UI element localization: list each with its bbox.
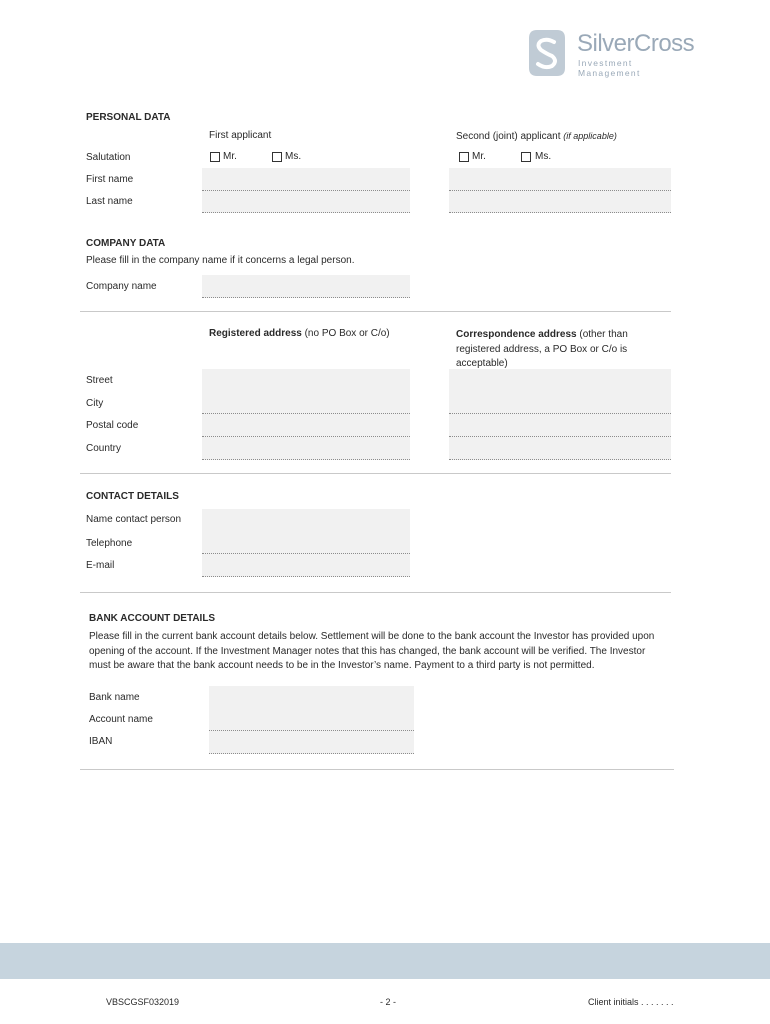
second-applicant-header (456, 130, 617, 143)
second-applicant-mr-label: Mr. (472, 151, 486, 162)
email-field[interactable] (202, 554, 410, 577)
account-name-label: Account name (89, 714, 153, 725)
email-label: E-mail (86, 560, 115, 571)
first-applicant-header: First applicant (209, 130, 272, 141)
company-name-field[interactable] (202, 275, 410, 298)
postal-code-label: Postal code (86, 420, 139, 431)
first-name-label: First name (86, 174, 134, 185)
correspondence-line-1 (456, 328, 628, 343)
contact-details-heading: CONTACT DETAILS (86, 491, 179, 502)
correspondence-postal-code-field[interactable] (449, 414, 671, 437)
second-applicant-last-name-field[interactable] (449, 191, 671, 213)
registered-address-note: (no PO Box or C/o) (301, 328, 390, 339)
bank-name-field[interactable] (209, 686, 414, 731)
second-applicant-ms-label: Ms. (535, 151, 552, 162)
second-applicant-label: Second (joint) applicant (456, 131, 561, 142)
section-divider (80, 592, 671, 593)
section-divider (80, 473, 671, 474)
second-applicant-first-name-field[interactable] (449, 168, 671, 191)
silvercross-s-logo-icon (527, 28, 567, 78)
company-name-label: Company name (86, 281, 157, 292)
registered-street-field[interactable] (202, 369, 410, 414)
personal-data-heading: PERSONAL DATA (86, 112, 171, 123)
first-applicant-mr-checkbox[interactable] (210, 152, 220, 162)
logo-tagline: Investment Management (578, 58, 641, 78)
second-applicant-mr-checkbox[interactable] (459, 152, 469, 162)
first-applicant-ms-checkbox[interactable] (272, 152, 282, 162)
first-applicant-mr-label: Mr. (223, 151, 237, 162)
registered-country-field[interactable] (202, 437, 410, 460)
registered-address-header (209, 328, 390, 340)
bank-name-label: Bank name (89, 692, 140, 703)
bank-instruction: Please fill in the current bank account details below. Settlement will be done to the bank account the Investor has provided upon opening of the account. If the Investment Manager notes that this has changed, the bank account will be verified. The Investor must be aware that the bank account needs to be in the Investor’s name. Payment to a third party is not permitted. (89, 631, 655, 671)
company-logo (527, 28, 697, 78)
salutation-label: Salutation (86, 152, 131, 163)
first-applicant-ms-label: Ms. (285, 151, 302, 162)
company-instruction: Please fill in the company name if it concerns a legal person. (86, 255, 355, 266)
section-divider (80, 311, 671, 312)
country-label: Country (86, 443, 122, 454)
street-label: Street (86, 375, 113, 386)
registered-address-title: Registered address (209, 328, 302, 339)
document-code: VBSCGSF032019 (106, 997, 180, 1007)
iban-label: IBAN (89, 736, 113, 747)
correspondence-address-header (456, 328, 628, 372)
last-name-label: Last name (86, 196, 133, 207)
correspondence-note-2: registered address, a PO Box or C/o is (456, 343, 628, 355)
iban-field[interactable] (209, 731, 414, 754)
contact-person-label: Name contact person (86, 514, 182, 525)
client-initials: Client initials . . . . . . . (588, 997, 674, 1007)
company-data-heading: COMPANY DATA (86, 238, 166, 249)
if-applicable-note: (if applicable) (563, 131, 617, 141)
second-applicant-ms-checkbox[interactable] (521, 152, 531, 162)
footer-band (0, 943, 770, 979)
correspondence-note-1: (other than (576, 329, 628, 340)
correspondence-street-field[interactable] (449, 369, 671, 414)
bank-details-heading: BANK ACCOUNT DETAILS (89, 613, 216, 624)
first-applicant-first-name-field[interactable] (202, 168, 410, 191)
logo-name: SilverCross (577, 30, 695, 57)
correspondence-country-field[interactable] (449, 437, 671, 460)
registered-postal-code-field[interactable] (202, 414, 410, 437)
contact-person-field[interactable] (202, 509, 410, 554)
section-divider (80, 769, 674, 770)
correspondence-address-title: Correspondence address (456, 329, 577, 340)
correspondence-note-3: acceptable) (456, 358, 508, 369)
page-number: - 2 - (380, 997, 397, 1007)
city-label: City (86, 398, 104, 409)
first-applicant-last-name-field[interactable] (202, 191, 410, 213)
telephone-label: Telephone (86, 538, 133, 549)
